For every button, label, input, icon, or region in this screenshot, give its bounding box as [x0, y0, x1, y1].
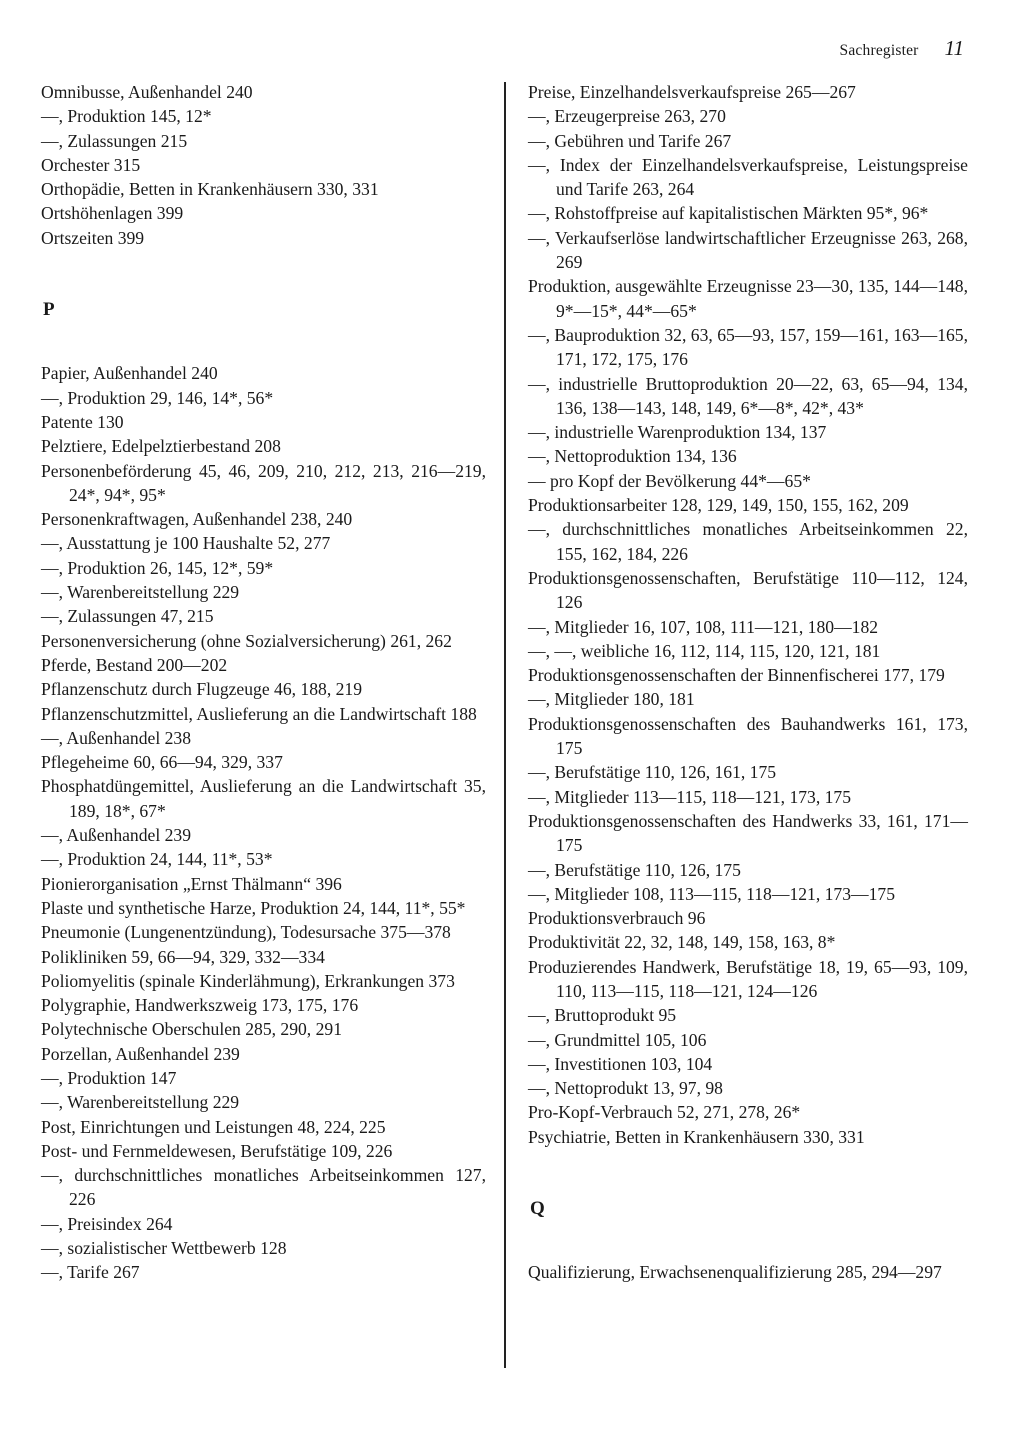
index-entry: Ortshöhenlagen 399 — [41, 203, 184, 224]
index-entry: —, Mitglieder 16, 107, 108, 111—121, 180—182 — [528, 616, 879, 637]
index-entry: —, Zulassungen 215 — [41, 130, 188, 151]
index-entry: —, Nettoprodukt 13, 97, 98 — [528, 1078, 723, 1099]
index-entry: Produktionsgenossenschaften des Bauhandwerks 161, 173, 175 — [528, 713, 968, 759]
index-entry: —, Gebühren und Tarife 267 — [528, 130, 732, 151]
index-entry: Plaste und synthetische Harze, Produktion 24, 144, 11*, 55* — [41, 897, 466, 918]
index-entry: Pflegeheime 60, 66—94, 329, 337 — [41, 752, 283, 773]
column-divider — [504, 82, 506, 1368]
index-entry: —, Index der Einzelhandelsverkaufspreise, Leistungspreise und Tarife 263, 264 — [528, 154, 968, 200]
section-letter: Q — [530, 1198, 545, 1220]
index-entry: Personenbeförderung 45, 46, 209, 210, 212, 213, 216—219, 24*, 94*, 95* — [41, 460, 486, 505]
index-entry: —, Zulassungen 47, 215 — [41, 606, 214, 627]
index-entry: —, Berufstätige 110, 126, 175 — [528, 859, 741, 880]
index-entry: Polytechnische Oberschulen 285, 290, 291 — [41, 1019, 342, 1040]
index-entry: Post, Einrichtungen und Leistungen 48, 224, 225 — [41, 1116, 386, 1137]
index-entry: Pferde, Bestand 200—202 — [41, 654, 228, 675]
index-entry: — pro Kopf der Bevölkerung 44*—65* — [528, 470, 811, 491]
index-entry: Pionierorganisation „Ernst Thälmann“ 396 — [41, 873, 342, 894]
index-entry: —, sozialistischer Wettbewerb 128 — [41, 1238, 287, 1259]
page-number: 11 — [944, 36, 964, 60]
section-letter: P — [43, 299, 55, 321]
index-entry: Polygraphie, Handwerkszweig 173, 175, 176 — [41, 995, 359, 1016]
index-column-right — [528, 80, 968, 1285]
index-entry: Produktionsgenossenschaften der Binnenfischerei 177, 179 — [528, 665, 945, 686]
index-entry: Produktionsarbeiter 128, 129, 149, 150, 155, 162, 209 — [528, 495, 909, 516]
index-entry: —, Produktion 24, 144, 11*, 53* — [41, 849, 273, 870]
index-entry: —, Erzeugerpreise 263, 270 — [528, 106, 726, 127]
index-entry: —, Ausstattung je 100 Haushalte 52, 277 — [41, 533, 331, 554]
index-entry: Polikliniken 59, 66—94, 329, 332—334 — [41, 946, 325, 967]
index-entry: Produktionsgenossenschaften, Berufstätige 110—112, 124, 126 — [528, 567, 968, 613]
index-entry: —, Warenbereitstellung 229 — [41, 1092, 240, 1113]
running-head — [840, 36, 964, 61]
index-entry: —, Tarife 267 — [41, 1262, 140, 1283]
index-entry: Pro-Kopf-Verbrauch 52, 271, 278, 26* — [528, 1102, 801, 1123]
index-entry: Pelztiere, Edelpelztierbestand 208 — [41, 436, 281, 457]
index-entry: Produktionsverbrauch 96 — [528, 908, 706, 929]
index-entry: Orthopädie, Betten in Krankenhäusern 330, 331 — [41, 179, 379, 200]
index-entry: Patente 130 — [41, 411, 124, 432]
index-entry: Orchester 315 — [41, 154, 141, 175]
index-entry: Qualifizierung, Erwachsenenqualifizierung 285, 294—297 — [528, 1262, 942, 1283]
index-entry: —, industrielle Bruttoproduktion 20—22, 63, 65—94, 134, 136, 138—143, 148, 149, 6*—8*, 42*, 43* — [528, 373, 968, 418]
index-entry: —, Bauproduktion 32, 63, 65—93, 157, 159—161, 163—165, 171, 172, 175, 176 — [528, 324, 968, 370]
index-entry: —, Verkaufserlöse landwirtschaftlicher Erzeugnisse 263, 268, 269 — [528, 227, 968, 273]
index-entry: —, Nettoproduktion 134, 136 — [528, 446, 737, 467]
index-entry: —, Investitionen 103, 104 — [528, 1053, 713, 1074]
index-entry: Pflanzenschutzmittel, Auslieferung an die Landwirtschaft 188 — [41, 703, 477, 724]
index-entry: —, Bruttoprodukt 95 — [528, 1005, 677, 1026]
index-entry: Phosphatdüngemittel, Auslieferung an die Landwirtschaft 35, 189, 18*, 67* — [41, 776, 486, 821]
index-entry: Preise, Einzelhandelsverkaufspreise 265—267 — [528, 82, 856, 102]
index-entry: —, Produktion 26, 145, 12*, 59* — [41, 557, 274, 578]
index-entry: Papier, Außenhandel 240 — [41, 363, 218, 384]
index-entry: —, Mitglieder 180, 181 — [528, 689, 695, 710]
index-entry: —, Grundmittel 105, 106 — [528, 1029, 707, 1050]
index-entry: Personenkraftwagen, Außenhandel 238, 240 — [41, 509, 353, 530]
index-entry: Ortszeiten 399 — [41, 227, 145, 248]
index-entry: Produktionsgenossenschaften des Handwerks 33, 161, 171—175 — [528, 810, 968, 856]
index-entry: —, Berufstätige 110, 126, 161, 175 — [528, 762, 777, 783]
index-entry: —, durchschnittliches monatliches Arbeitseinkommen 127, 226 — [41, 1165, 486, 1210]
index-entry: Poliomyelitis (spinale Kinderlähmung), Erkrankungen 373 — [41, 970, 455, 991]
index-entry: Produktivität 22, 32, 148, 149, 158, 163, 8* — [528, 932, 836, 953]
index-entry: —, Warenbereitstellung 229 — [41, 582, 240, 603]
index-entry: —, Produktion 145, 12* — [41, 106, 212, 127]
section-title: Sachregister — [839, 42, 919, 59]
index-entry: —, Produktion 29, 146, 14*, 56* — [41, 387, 274, 408]
index-entry: —, —, weibliche 16, 112, 114, 115, 120, 121, 181 — [528, 640, 881, 661]
index-entry: —, Außenhandel 239 — [41, 825, 192, 846]
index-entry: Post- und Fernmeldewesen, Berufstätige 109, 226 — [41, 1140, 393, 1161]
index-entry: —, Produktion 147 — [41, 1067, 177, 1088]
index-entry: —, Mitglieder 113—115, 118—121, 173, 175 — [528, 786, 852, 807]
index-entry: Psychiatrie, Betten in Krankenhäusern 330, 331 — [528, 1126, 865, 1147]
index-entry: —, industrielle Warenproduktion 134, 137 — [528, 422, 827, 443]
index-entry: —, Außenhandel 238 — [41, 727, 192, 748]
index-entry: Personenversicherung (ohne Sozialversicherung) 261, 262 — [41, 630, 452, 651]
index-entry: Produzierendes Handwerk, Berufstätige 18, 19, 65—93, 109, 110, 113—115, 118—121, 124—126 — [528, 956, 968, 1001]
index-entry: —, Rohstoffpreise auf kapitalistischen Märkten 95*, 96* — [528, 203, 929, 224]
index-entry: Pneumonie (Lungenentzündung), Todesursache 375—378 — [41, 922, 451, 943]
index-entry: Pflanzenschutz durch Flugzeuge 46, 188, 219 — [41, 679, 363, 700]
index-entry: —, Preisindex 264 — [41, 1213, 173, 1234]
index-entry: Omnibusse, Außenhandel 240 — [41, 82, 253, 102]
index-column-left — [41, 80, 486, 1285]
index-entry: Porzellan, Außenhandel 239 — [41, 1043, 240, 1064]
index-entry: Produktion, ausgewählte Erzeugnisse 23—30, 135, 144—148, 9*—15*, 44*—65* — [528, 276, 968, 321]
index-entry: —, Mitglieder 108, 113—115, 118—121, 173—175 — [528, 883, 896, 904]
index-entry: —, durchschnittliches monatliches Arbeitseinkommen 22, 155, 162, 184, 226 — [528, 519, 968, 564]
